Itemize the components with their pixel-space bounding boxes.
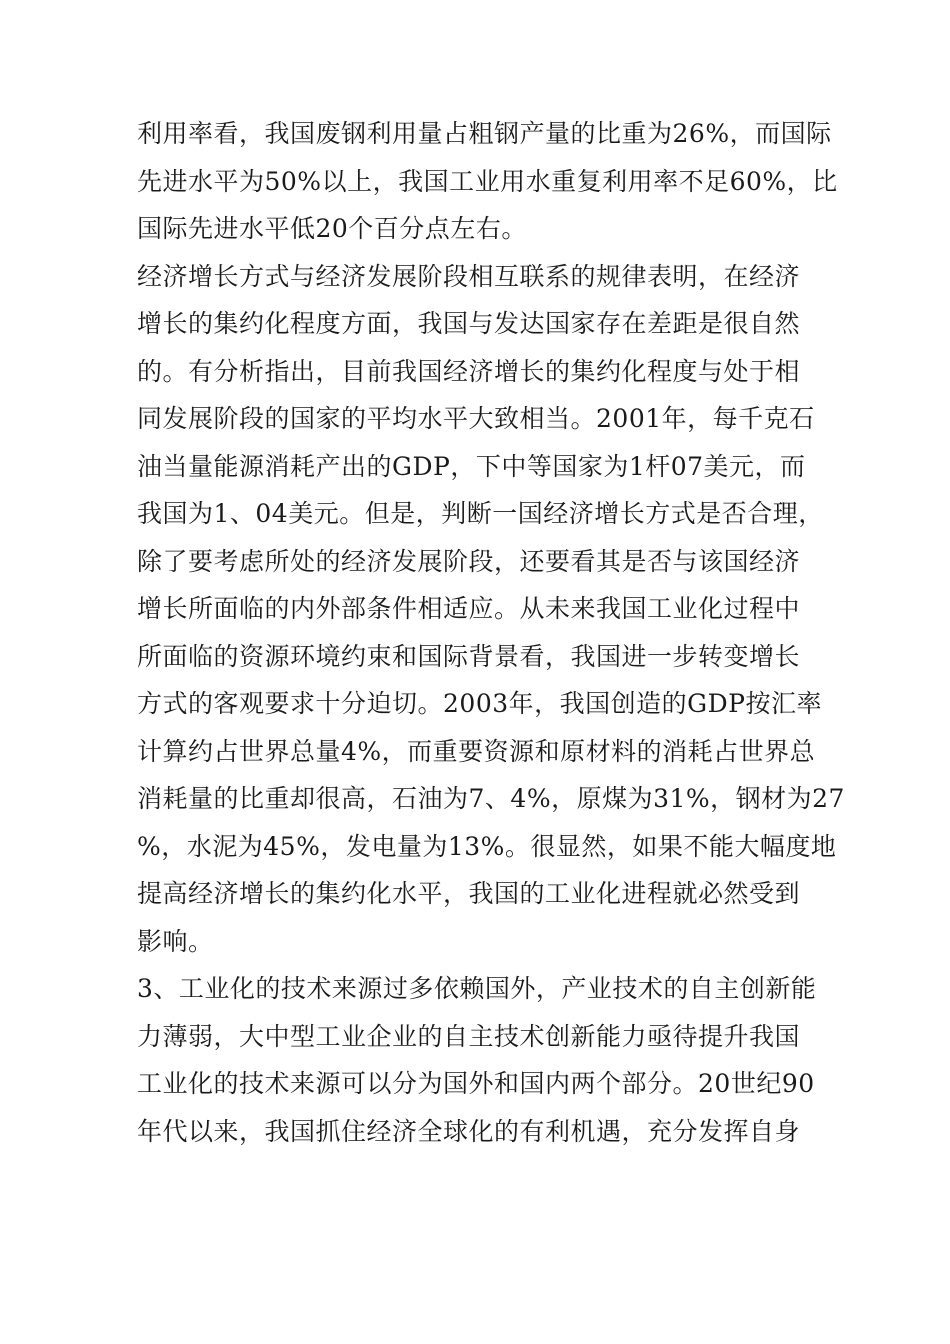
text-line: 提高经济增长的集约化水平，我国的工业化进程就必然受到 — [137, 879, 801, 908]
text-line: 国际先进水平低20个百分点左右。 — [137, 214, 527, 243]
text-line: 影响。 — [137, 926, 214, 956]
text-line: 计算约占世界总量4%，而重要资源和原材料的消耗占世界总 — [137, 736, 816, 766]
text-line: 增长所面临的内外部条件相适应。从未来我国工业化过程中 — [137, 594, 801, 623]
text-line: 力薄弱，大中型工业企业的自主技术创新能力亟待提升我国 — [137, 1021, 801, 1051]
text-line: 的。有分析指出，目前我国经济增长的集约化程度与处于相 — [137, 356, 801, 386]
text-line: 消耗量的比重却很高，石油为7、4%，原煤为31%，钢材为27 — [137, 784, 845, 813]
text-line: %，水泥为45%，发电量为13%。很显然，如果不能大幅度地 — [137, 831, 837, 861]
text-line: 所面临的资源环境约束和国际背景看，我国进一步转变增长 — [137, 641, 801, 671]
text-line: 油当量能源消耗产出的GDP，下中等国家为1杆07美元，而 — [137, 451, 806, 481]
text-line: 工业化的技术来源可以分为国外和国内两个部分。20世纪90 — [137, 1069, 815, 1098]
text-line: 经济增长方式与经济发展阶段相互联系的规律表明，在经济 — [137, 261, 801, 291]
text-line: 我国为1、04美元。但是，判断一国经济增长方式是否合理， — [137, 499, 824, 528]
text-line: 方式的客观要求十分迫切。2003年，我国创造的GDP按汇率 — [137, 689, 822, 718]
text-line: 年代以来，我国抓住经济全球化的有利机遇，充分发挥自身 — [137, 1116, 801, 1146]
text-line: 除了要考虑所处的经济发展阶段，还要看其是否与该国经济 — [137, 546, 801, 576]
text-line: 3、工业化的技术来源过多依赖国外，产业技术的自主创新能 — [137, 974, 817, 1003]
text-line: 先进水平为50%以上，我国工业用水重复利用率不足60%，比 — [137, 166, 838, 196]
text-line: 利用率看，我国废钢利用量占粗钢产量的比重为26%，而国际 — [137, 119, 832, 148]
text-line: 增长的集约化程度方面，我国与发达国家存在差距是很自然 — [137, 309, 801, 338]
text-line: 同发展阶段的国家的平均水平大致相当。2001年，每千克石 — [137, 404, 815, 433]
body-text — [137, 110, 845, 1155]
